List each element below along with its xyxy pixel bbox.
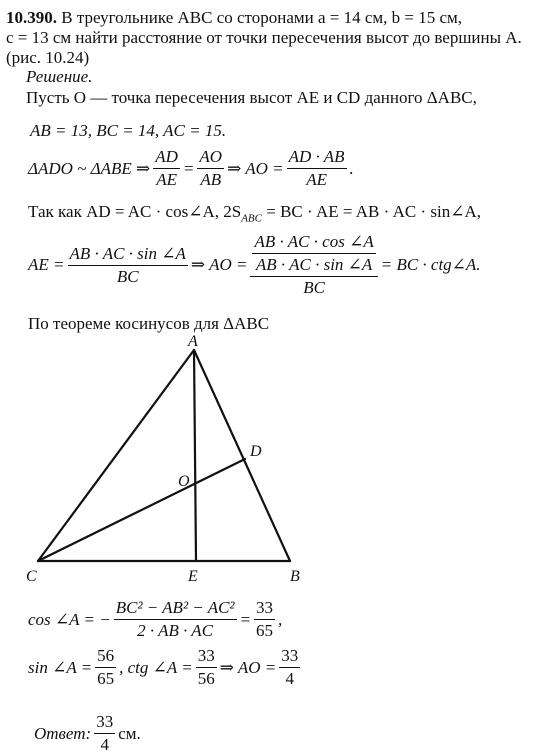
- fraction-cos-value: [254, 598, 275, 641]
- equals-sign: =: [182, 158, 195, 178]
- fraction-adab-ae: [287, 147, 347, 190]
- problem-statement-line3: (рис. 10.24): [6, 48, 90, 67]
- fraction-ad-ae: [153, 147, 180, 190]
- sin-lhs: sin ∠A =: [28, 657, 93, 677]
- fraction-numerator: AB · AC · cos ∠A: [252, 232, 375, 254]
- problem-statement-line1: [6, 8, 462, 28]
- fraction-denominator: BC: [303, 278, 325, 297]
- cos-equation: [28, 598, 282, 641]
- ae-lhs: AE =: [28, 255, 65, 274]
- fraction-denominator: BC: [116, 266, 139, 286]
- solution-intro: Пусть O — точка пересечения высот AE и CD данного ΔABC,: [26, 88, 477, 107]
- fraction-denominator: 65: [97, 669, 115, 688]
- fraction-numerator: 33: [254, 598, 275, 620]
- since-rest: = BC · AE = AB · AC · sin∠A,: [261, 202, 482, 221]
- triangle-figure: [0, 330, 534, 590]
- fraction-denominator: 4: [285, 669, 295, 688]
- answer-label: Ответ:: [34, 723, 92, 743]
- similarity-lhs: ΔADO ~ ΔABE ⇒: [28, 158, 151, 178]
- comma: ,: [278, 609, 283, 629]
- fraction-numerator: 33: [94, 712, 115, 734]
- similarity-equation: [28, 147, 354, 190]
- problem-text-1: В треугольнике ABC со сторонами a = 14 см, b = 15 см,: [61, 8, 463, 27]
- side-ab: [194, 350, 290, 561]
- equals-sign: =: [239, 609, 252, 629]
- since-line: [28, 202, 481, 228]
- ao-final: ⇒ AO =: [219, 657, 277, 677]
- solution-heading: Решение.: [26, 67, 93, 86]
- fraction-numerator: BC² − AB² − AC²: [114, 598, 237, 620]
- fraction-ctg: [196, 646, 217, 689]
- problem-number: 10.390.: [6, 8, 57, 27]
- fraction-ae: [68, 244, 188, 287]
- fraction-numerator: 33: [196, 646, 217, 668]
- problem-statement-line2: c = 13 см найти расстояние от точки пересечения высот до вершины A.: [6, 28, 522, 47]
- cos-lhs: cos ∠A = −: [28, 609, 111, 629]
- answer: [34, 712, 141, 755]
- fraction-denominator: 65: [256, 621, 274, 640]
- fraction-denominator: 2 · AB · AC: [137, 621, 214, 640]
- fraction-denominator: 56: [197, 669, 215, 688]
- fraction-denominator: AB · AC · sin ∠A: [255, 255, 373, 274]
- answer-unit: см.: [118, 723, 141, 743]
- fraction-denominator: AE: [306, 170, 327, 189]
- point-label-d: D: [250, 443, 262, 460]
- fraction-sin: [95, 646, 116, 689]
- side-ac: [38, 350, 194, 561]
- fraction-denominator: AB: [200, 170, 222, 189]
- fraction-cos: [114, 598, 237, 641]
- inner-fraction: [252, 232, 375, 275]
- point-label-e: E: [188, 568, 198, 585]
- ctg-lhs: , ctg ∠A =: [119, 657, 193, 677]
- fraction-ao-final: [279, 646, 300, 689]
- compound-numerator: [250, 232, 377, 277]
- vertex-label-a: A: [188, 333, 198, 350]
- ae-mid: ⇒ AO =: [190, 255, 248, 274]
- sin-ctg-equation: [28, 646, 303, 689]
- fraction-numerator: AD: [153, 147, 180, 169]
- fraction-numerator: AB · AC · sin ∠A: [68, 244, 188, 266]
- fraction-denominator: AE: [156, 170, 177, 189]
- ae-equation: [28, 232, 481, 298]
- fraction-ao-ab: [197, 147, 224, 190]
- altitude-cd: [38, 459, 245, 561]
- fraction-ao-compound: [250, 232, 377, 298]
- cosine-theorem-line: По теореме косинусов для ΔABC: [28, 314, 270, 333]
- fraction-numerator: 33: [279, 646, 300, 668]
- fraction-answer: [94, 712, 115, 755]
- solution-sides: AB = 13, BC = 14, AC = 15.: [30, 121, 227, 140]
- fraction-numerator: 56: [95, 646, 116, 668]
- vertex-label-c: C: [26, 568, 37, 585]
- fraction-numerator: AO: [197, 147, 224, 169]
- period: .: [349, 158, 354, 178]
- fraction-numerator: AD · AB: [287, 147, 347, 169]
- area-subscript: ABC: [241, 212, 262, 225]
- point-label-o: O: [178, 473, 190, 490]
- vertex-label-b: B: [290, 568, 300, 585]
- ao-rhs: = BC · ctg∠A.: [380, 255, 481, 274]
- fraction-denominator: 4: [100, 735, 109, 754]
- since-text: Так как AD = AC · cos∠A, 2S: [28, 202, 242, 221]
- ao-equals: ⇒ AO =: [227, 158, 284, 178]
- altitude-ae: [194, 350, 196, 561]
